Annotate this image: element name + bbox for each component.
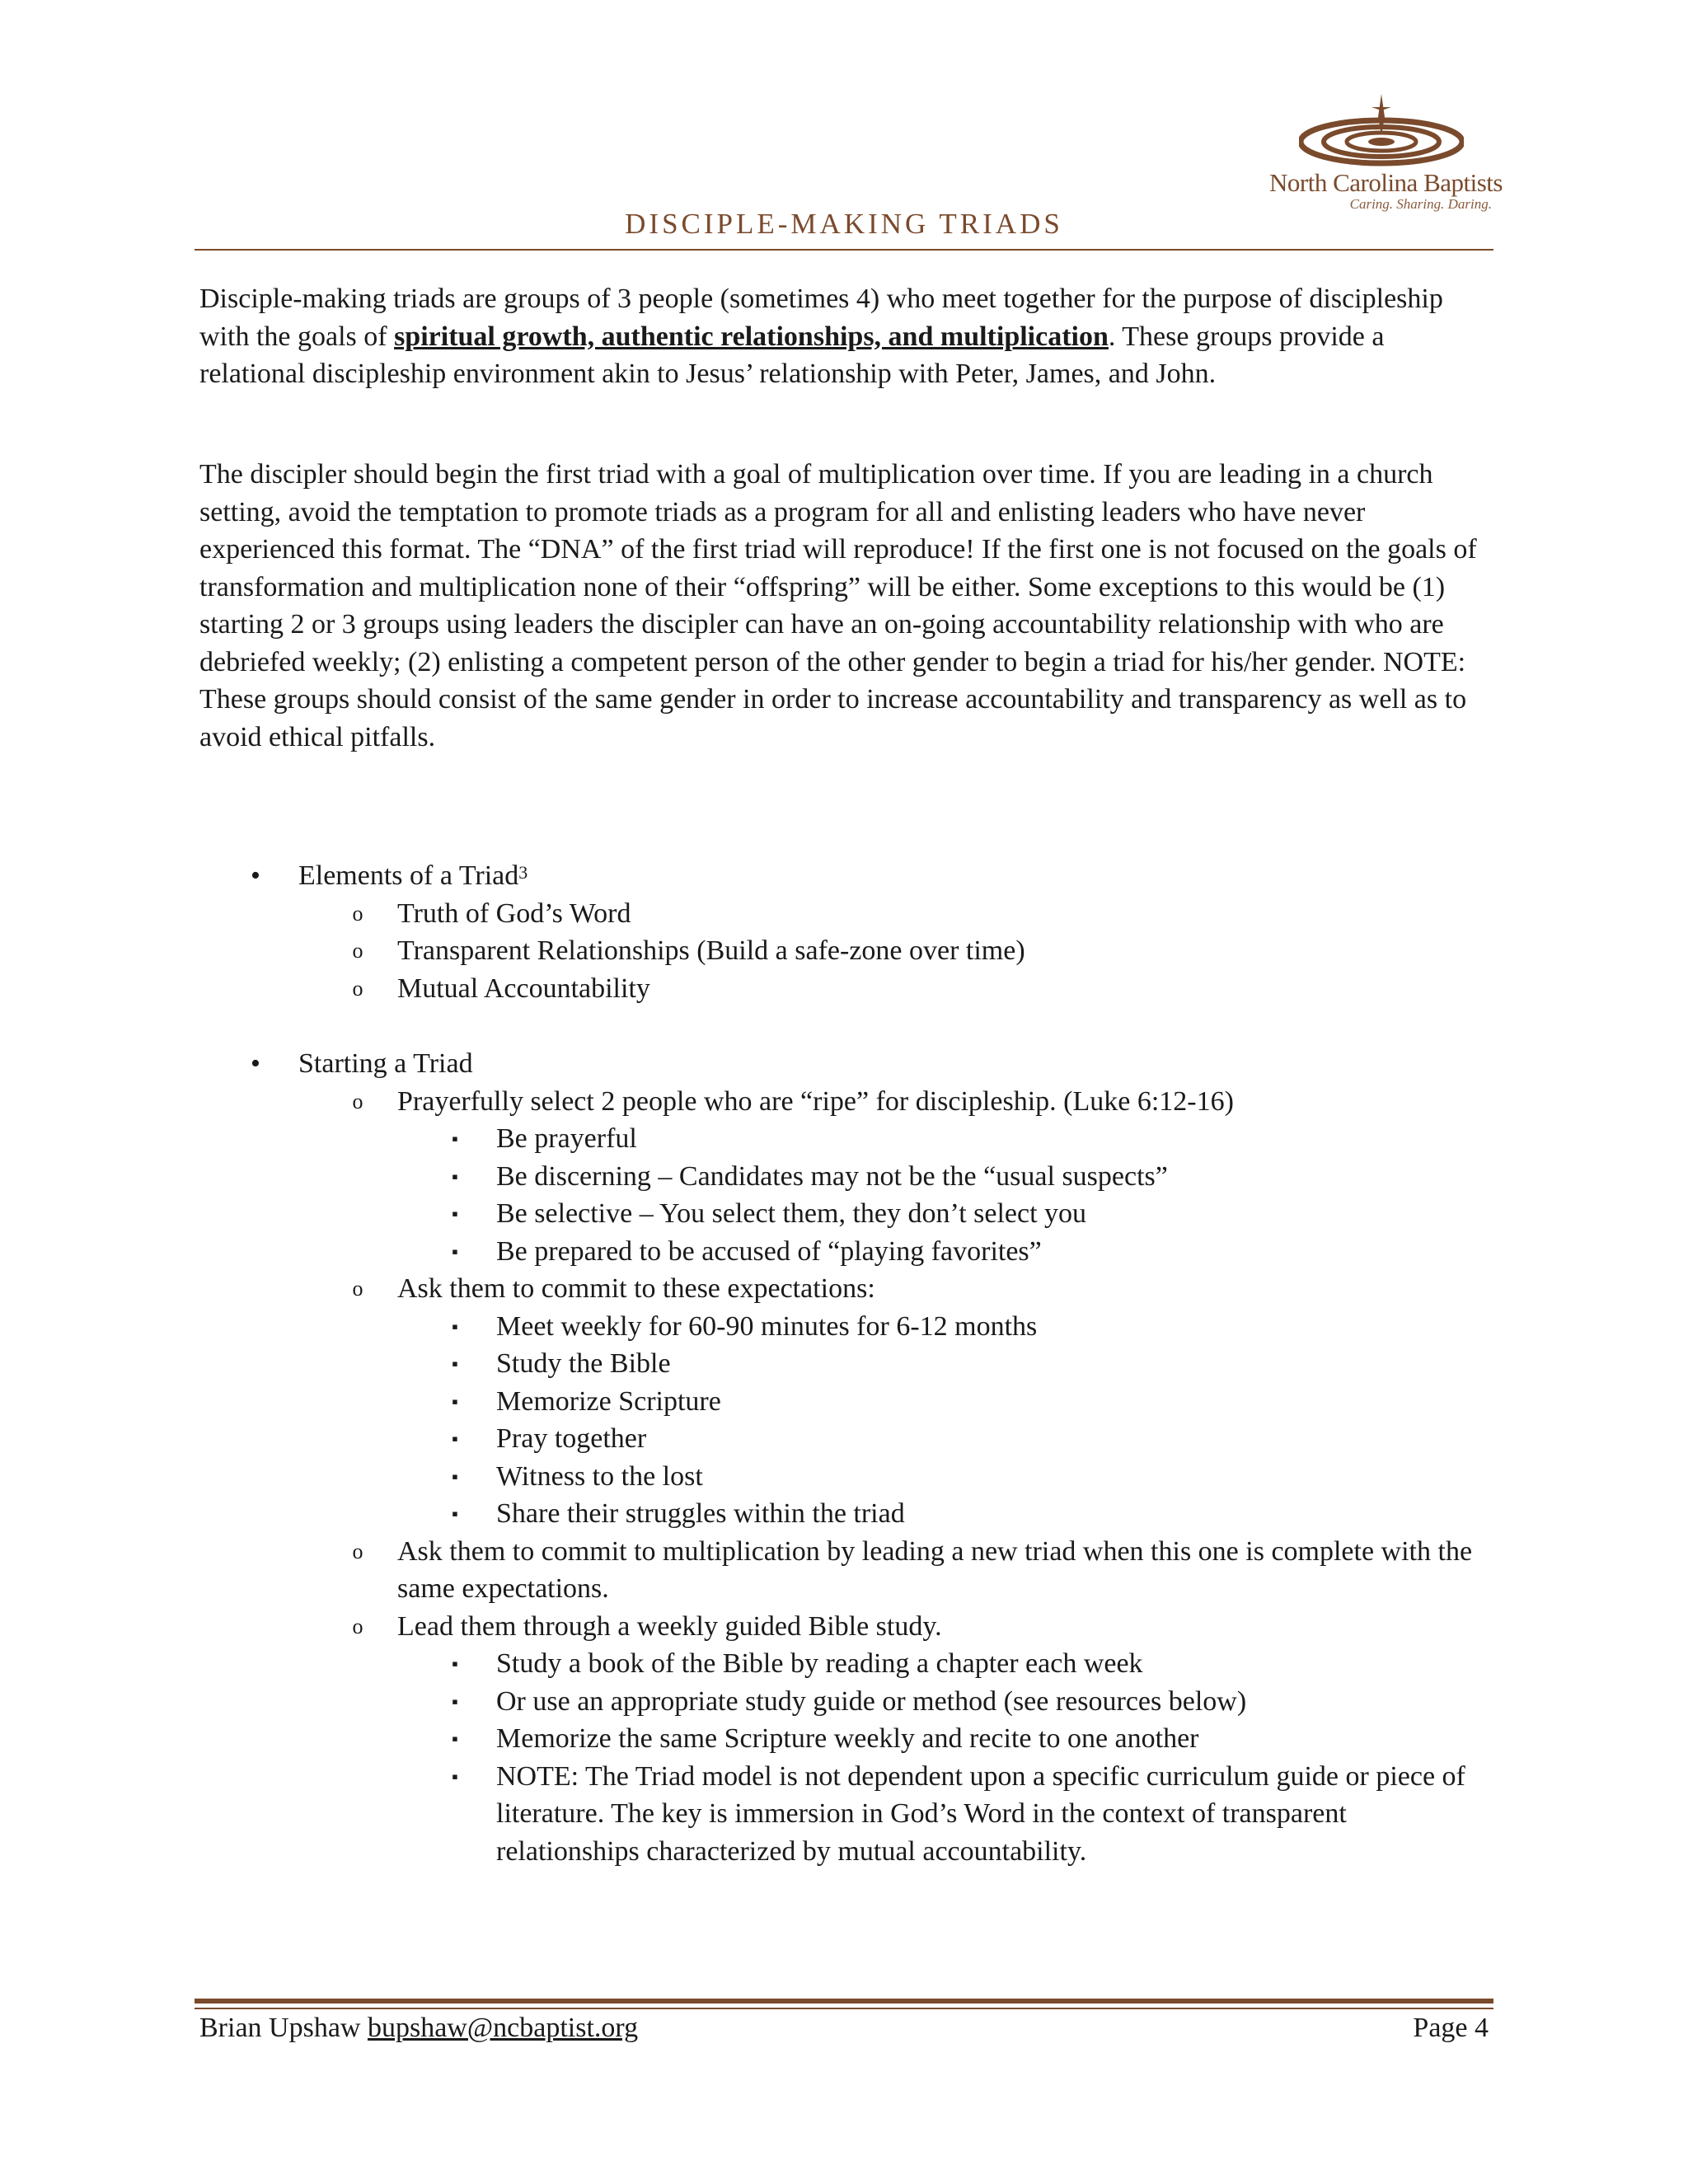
list-item-text: Or use an appropriate study guide or method (see resources below) bbox=[496, 1685, 1247, 1717]
author-email-link[interactable]: bupshaw@ncbaptist.org bbox=[367, 2013, 639, 2043]
list-item-text: Memorize the same Scripture weekly and recite to one another bbox=[496, 1723, 1199, 1754]
list-item bbox=[0, 1495, 1688, 1533]
logo-tagline: Caring. Sharing. Daring. bbox=[1349, 196, 1492, 212]
list-item bbox=[0, 1645, 1688, 1683]
list-item bbox=[0, 1533, 1688, 1608]
elements-list bbox=[0, 857, 1688, 1007]
square-marker: ▪ bbox=[452, 1240, 458, 1262]
list-item bbox=[0, 857, 1688, 895]
list-item-text: Ask them to commit to multiplication by leading a new triad when this one is complete with the same expectations. bbox=[397, 1535, 1473, 1604]
list-item-text: Memorize Scripture bbox=[496, 1385, 721, 1417]
circle-marker: o bbox=[352, 901, 363, 926]
intro-paragraph bbox=[199, 280, 1493, 393]
square-marker: ▪ bbox=[452, 1503, 458, 1524]
list-item-text: Study the Bible bbox=[496, 1348, 671, 1379]
list-item bbox=[0, 932, 1688, 970]
list-item bbox=[0, 1083, 1688, 1121]
circle-marker: o bbox=[352, 939, 363, 963]
list-item-text: Ask them to commit to these expectations: bbox=[397, 1273, 875, 1304]
list-item-text: Mutual Accountability bbox=[397, 972, 650, 1004]
list-item bbox=[0, 1120, 1688, 1158]
logo-swirl-icon bbox=[1299, 92, 1464, 168]
square-marker: ▪ bbox=[452, 1728, 458, 1749]
list-item bbox=[0, 1608, 1688, 1646]
footer-divider-thick bbox=[195, 1999, 1493, 2004]
list-item-text: Meet weekly for 60-90 minutes for 6-12 months bbox=[496, 1310, 1038, 1342]
footer-divider-thin bbox=[195, 2008, 1493, 2009]
footer-author bbox=[199, 2013, 638, 2044]
square-marker: ▪ bbox=[452, 1165, 458, 1187]
list-item-text: Truth of God’s Word bbox=[397, 898, 631, 929]
list-item bbox=[0, 1345, 1688, 1383]
starting-heading: Starting a Triad bbox=[298, 1048, 473, 1079]
bullet-marker: • bbox=[251, 1048, 260, 1079]
discipler-paragraph: The discipler should begin the first triad with a goal of multiplication over time. If you are leading in a church setting, avoid the temptation to promote triads as a program for all and enlisting leaders who have never experienced this format. The “DNA” of the first triad will reproduce! If the first one is not focused on the goals of transformation and multiplication none of their “offspring” will be either. Some exceptions to this would be (1) starting 2 or 3 groups using leaders the discipler can have an on-going accountability relationship with who are debriefed weekly; (2) enlisting a competent person of the other gender to begin a triad for his/her gender. NOTE: These groups should consist of the same gender in order to increase accountability and transparency as well as to avoid ethical pitfalls. bbox=[199, 459, 1477, 752]
page-title: DISCIPLE-MAKING TRIADS bbox=[625, 208, 1063, 240]
list-item-text: Be prayerful bbox=[496, 1123, 637, 1154]
list-item-text: Prayerfully select 2 people who are “ripe” for discipleship. (Luke 6:12-16) bbox=[397, 1085, 1234, 1117]
circle-marker: o bbox=[352, 1539, 363, 1563]
list-item-text: Be discerning – Candidates may not be the “usual suspects” bbox=[496, 1160, 1168, 1192]
footnote-ref: 3 bbox=[518, 862, 528, 883]
list-item-text: NOTE: The Triad model is not dependent upon a specific curriculum guide or piece of literature. The key is immersion in God’s Word in the context of transparent relationships characterized by mutual accountability. bbox=[496, 1760, 1465, 1867]
list-item bbox=[0, 1383, 1688, 1421]
circle-marker: o bbox=[352, 1614, 363, 1638]
square-marker: ▪ bbox=[452, 1653, 458, 1674]
list-item-text: Be prepared to be accused of “playing favorites” bbox=[496, 1235, 1042, 1267]
bullet-marker: • bbox=[251, 860, 260, 891]
elements-heading bbox=[298, 857, 528, 895]
circle-marker: o bbox=[352, 1089, 363, 1113]
list-item-text: Be selective – You select them, they don’t select you bbox=[496, 1198, 1087, 1229]
square-marker: ▪ bbox=[452, 1390, 458, 1412]
square-marker: ▪ bbox=[452, 1690, 458, 1712]
square-marker: ▪ bbox=[452, 1128, 458, 1149]
list-item bbox=[0, 1233, 1688, 1271]
list-item bbox=[0, 1683, 1688, 1721]
intro-text-end: . These groups provide a relational discipleship environment akin to Jesus’ relationship with Peter, James, and John. bbox=[199, 321, 1385, 389]
list-item bbox=[0, 1270, 1688, 1308]
list-item bbox=[0, 1758, 1688, 1871]
elements-heading-text: Elements of a Triad bbox=[298, 860, 519, 891]
square-marker: ▪ bbox=[452, 1765, 458, 1787]
list-item-text: Pray together bbox=[496, 1423, 647, 1454]
list-item bbox=[0, 1158, 1688, 1196]
square-marker: ▪ bbox=[452, 1315, 458, 1337]
list-item bbox=[0, 895, 1688, 933]
logo bbox=[1269, 92, 1503, 216]
intro-emphasis: spiritual growth, authentic relationships, and multiplication bbox=[394, 321, 1109, 352]
square-marker: ▪ bbox=[452, 1353, 458, 1374]
list-item-text: Share their struggles within the triad bbox=[496, 1498, 905, 1529]
list-item bbox=[0, 1720, 1688, 1758]
page-number: Page 4 bbox=[1413, 2013, 1489, 2043]
title-divider bbox=[195, 249, 1493, 251]
starting-list bbox=[0, 1045, 1688, 1870]
square-marker: ▪ bbox=[452, 1203, 458, 1224]
list-item bbox=[0, 1308, 1688, 1346]
author-name: Brian Upshaw bbox=[199, 2013, 361, 2043]
list-item bbox=[0, 1458, 1688, 1496]
list-item bbox=[0, 1195, 1688, 1233]
list-item-text: Lead them through a weekly guided Bible study. bbox=[397, 1610, 942, 1642]
list-item bbox=[0, 1045, 1688, 1083]
circle-marker: o bbox=[352, 1277, 363, 1301]
circle-marker: o bbox=[352, 976, 363, 1001]
list-item-text: Study a book of the Bible by reading a chapter each week bbox=[496, 1648, 1143, 1679]
list-item-text: Witness to the lost bbox=[496, 1460, 703, 1492]
intro-text-start: Disciple-making triads are groups of 3 people (sometimes 4) who meet together for the purpose of discipleship with the goals of bbox=[199, 284, 1443, 352]
square-marker: ▪ bbox=[452, 1465, 458, 1487]
list-item bbox=[0, 970, 1688, 1008]
list-item-text: Transparent Relationships (Build a safe-zone over time) bbox=[397, 935, 1025, 966]
list-item bbox=[0, 1420, 1688, 1458]
logo-name: North Carolina Baptists bbox=[1269, 168, 1503, 197]
square-marker: ▪ bbox=[452, 1428, 458, 1449]
